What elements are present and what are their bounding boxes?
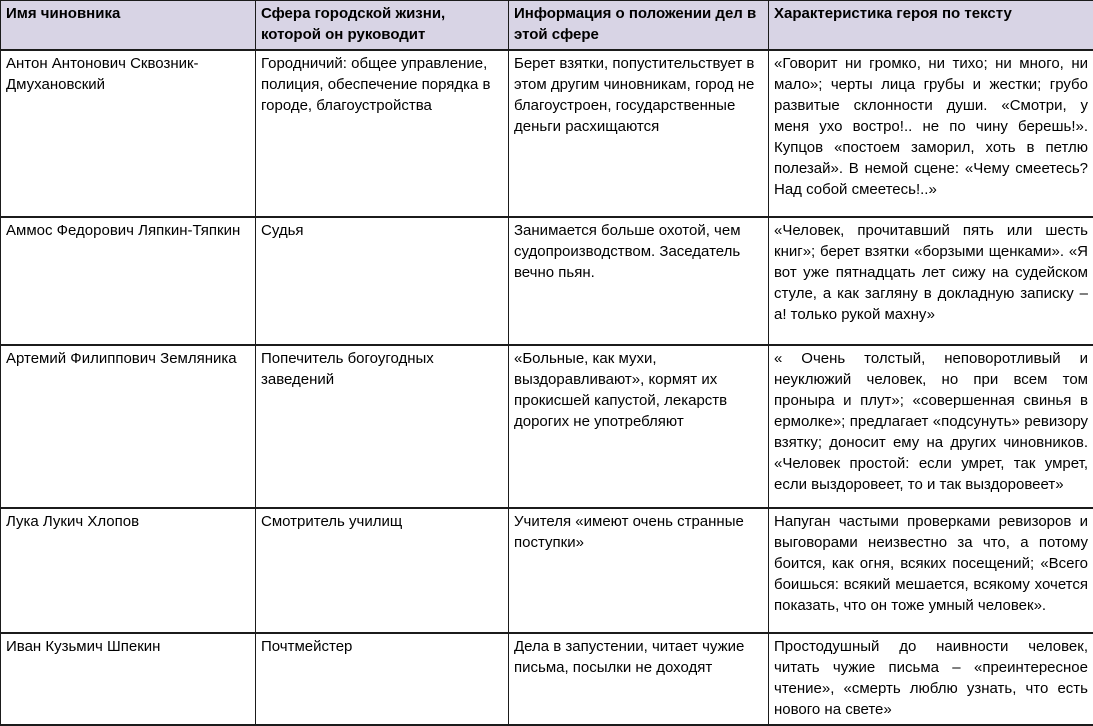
table-row — [1, 345, 1093, 508]
column-header-state-info: Информация о положении дел в этой сфере — [509, 1, 769, 51]
column-header-sphere: Сфера городской жизни, которой он руководит — [256, 1, 509, 51]
cell-sphere: Судья — [256, 217, 509, 345]
cell-characteristic: Напуган частыми проверками ревизоров и выговорами неизвестно за что, а потому боится, как огня, всяких посещений; «Всего боишься: всякий мешается, всякому хочется показать, что он тоже умный человек». — [769, 508, 1093, 633]
cell-official-name: Антон Антонович Сквозник-Дмухановский — [1, 50, 256, 217]
cell-sphere: Смотритель училищ — [256, 508, 509, 633]
cell-official-name: Артемий Филиппович Земляника — [1, 345, 256, 508]
table-row — [1, 633, 1093, 725]
cell-characteristic: «Человек, прочитавший пять или шесть книг»; берет взятки «борзыми щенками». «Я вот уже пятнадцать лет сижу на судейском стуле, а как загляну в докладную записку – а! только рукой махну» — [769, 217, 1093, 345]
cell-sphere: Попечитель богоугодных заведений — [256, 345, 509, 508]
header-row — [1, 1, 1093, 51]
cell-official-name: Аммос Федорович Ляпкин-Тяпкин — [1, 217, 256, 345]
cell-sphere: Почтмейстер — [256, 633, 509, 725]
cell-state-info: Учителя «имеют очень странные поступки» — [509, 508, 769, 633]
table-row — [1, 50, 1093, 217]
cell-state-info: «Больные, как мухи, выздоравливают», кормят их прокисшей капустой, лекарств дорогих не употребляют — [509, 345, 769, 508]
cell-sphere: Городничий: общее управление, полиция, обеспечение порядка в городе, благоустройства — [256, 50, 509, 217]
column-header-characteristic: Характеристика героя по тексту — [769, 1, 1093, 51]
table-row — [1, 217, 1093, 345]
column-header-official-name: Имя чиновника — [1, 1, 256, 51]
cell-characteristic: « Очень толстый, неповоротливый и неуклюжий человек, но при всем том проныра и плут»; «совершенная свинья в ермолке»; предлагает «подсунуть» ревизору взятку; доносит ему на других чиновников. «Человек простой: если умрет, так умрет, если выздоровеет, то и так выздоровеет» — [769, 345, 1093, 508]
cell-characteristic: Простодушный до наивности человек, читать чужие письма – «преинтересное чтение», «смерть люблю узнать, что есть нового на свете» — [769, 633, 1093, 725]
cell-characteristic: «Говорит ни громко, ни тихо; ни много, ни мало»; черты лица грубы и жестки; грубо развитые склонности души. «Смотри, у меня ухо востро!.. не по чину берешь!». Купцов «постоем заморил, хоть в петлю полезай». В немой сцене: «Чему смеетесь? Над собой смеетесь!..» — [769, 50, 1093, 217]
cell-official-name: Иван Кузьмич Шпекин — [1, 633, 256, 725]
cell-official-name: Лука Лукич Хлопов — [1, 508, 256, 633]
cell-state-info: Занимается больше охотой, чем судопроизводством. Заседатель вечно пьян. — [509, 217, 769, 345]
cell-state-info: Берет взятки, попустительствует в этом другим чиновникам, город не благоустроен, государственные деньги расхищаются — [509, 50, 769, 217]
table-row — [1, 508, 1093, 633]
cell-state-info: Дела в запустении, читает чужие письма, посылки не доходят — [509, 633, 769, 725]
